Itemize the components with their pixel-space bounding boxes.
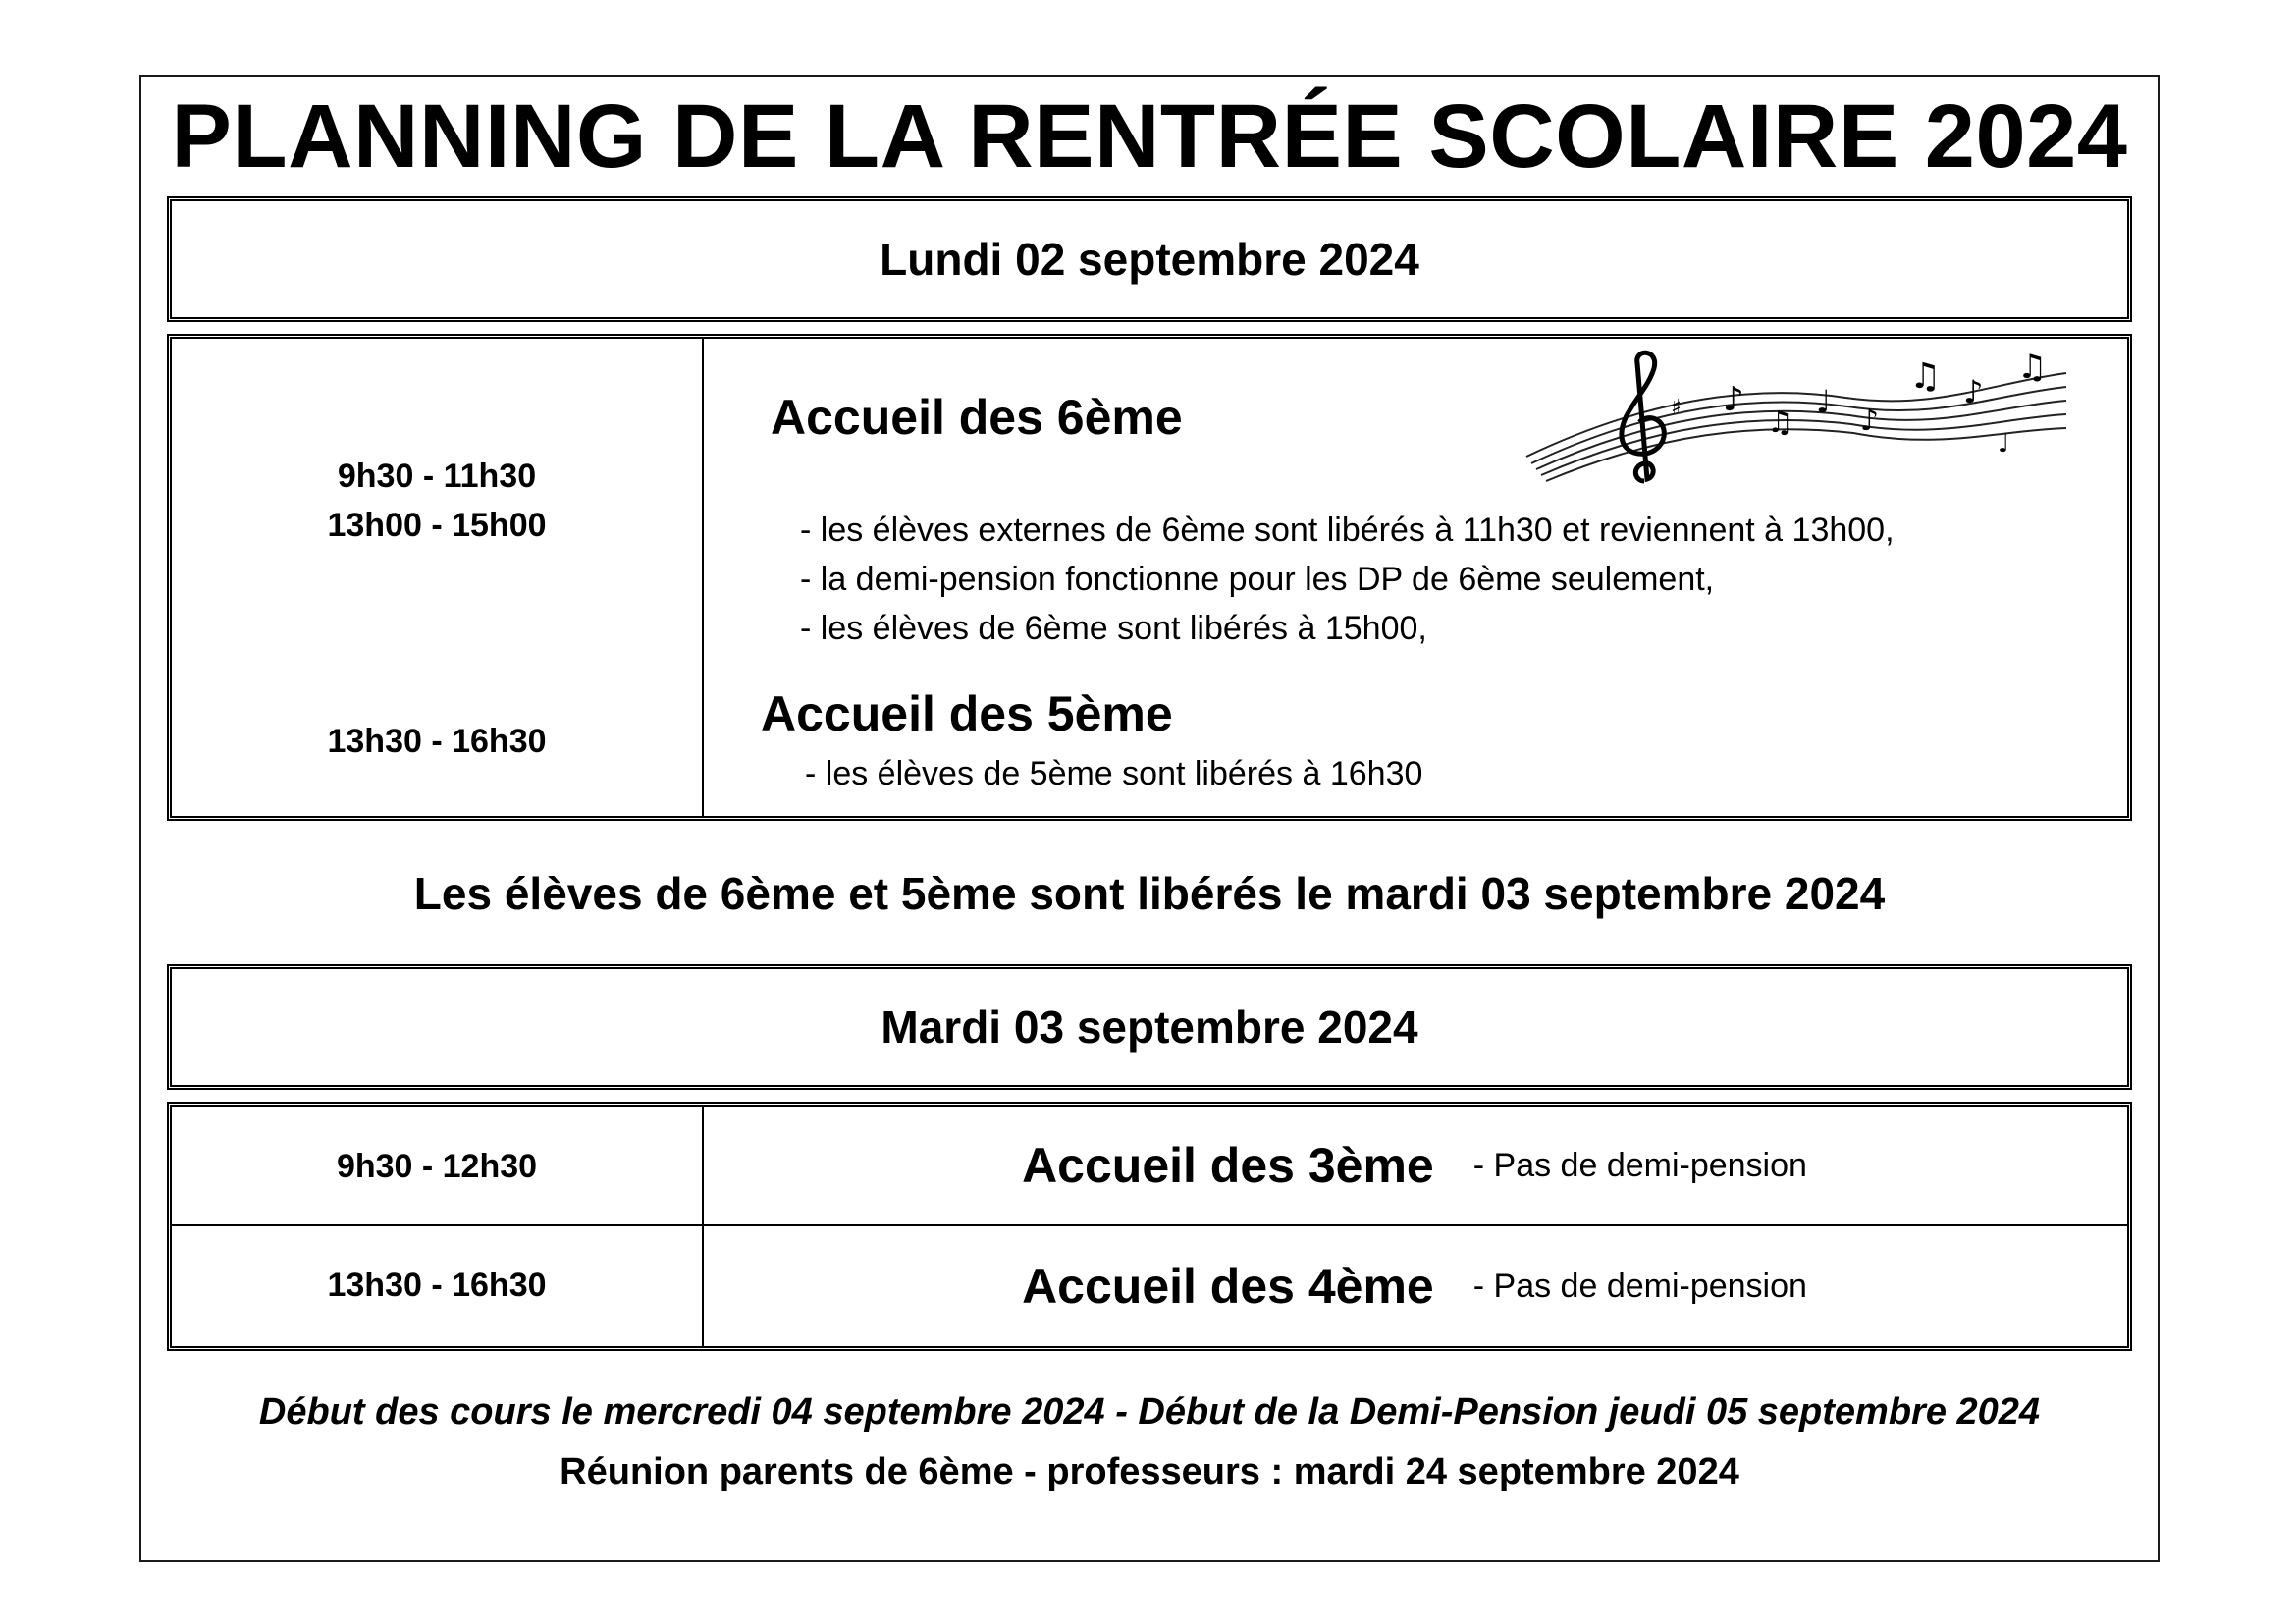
svg-text:♪: ♪ bbox=[1963, 373, 1984, 410]
column-divider bbox=[702, 339, 704, 816]
time-slot-3eme: 9h30 - 12h30 bbox=[336, 1148, 538, 1185]
page-title: PLANNING DE LA RENTRÉE SCOLAIRE 2024 bbox=[171, 86, 2128, 187]
liberation-note: Les élèves de 6ème et 5ème sont libérés le mardi 03 septembre 2024 bbox=[413, 868, 1886, 919]
day2-header-box bbox=[167, 964, 2132, 1090]
accueil-3eme-note: - Pas de demi-pension bbox=[1472, 1146, 1807, 1184]
time-slot-6eme-morning: 9h30 - 11h30 bbox=[337, 458, 537, 495]
bullet-6eme-1: - les élèves externes de 6ème sont libérés à 11h30 et reviennent à 13h00, bbox=[800, 512, 1895, 549]
bullet-5eme-1: - les élèves de 5ème sont libérés à 16h30 bbox=[805, 755, 1423, 792]
accueil-6eme-title: Accueil des 6ème bbox=[771, 390, 1183, 445]
svg-text:♪: ♪ bbox=[1723, 380, 1744, 419]
accueil-4eme-title: Accueil des 4ème bbox=[1022, 1259, 1434, 1314]
day1-heading: Lundi 02 septembre 2024 bbox=[880, 234, 1419, 285]
accueil-4eme-note: - Pas de demi-pension bbox=[1472, 1267, 1807, 1305]
svg-text:♪: ♪ bbox=[1860, 404, 1880, 438]
accueil-3eme-row bbox=[702, 1107, 2127, 1224]
time-slot-5eme: 13h30 - 16h30 bbox=[327, 723, 547, 760]
day1-header-box bbox=[167, 196, 2132, 322]
svg-text:♩: ♩ bbox=[1816, 383, 1832, 420]
time-slot-6eme-afternoon: 13h00 - 15h00 bbox=[327, 507, 547, 544]
footer-meeting: Réunion parents de 6ème - professeurs : mardi 24 septembre 2024 bbox=[560, 1451, 1739, 1492]
svg-text:♫: ♫ bbox=[2017, 348, 2048, 387]
svg-text:♯: ♯ bbox=[1671, 396, 1682, 420]
accueil-3eme-title: Accueil des 3ème bbox=[1022, 1138, 1434, 1193]
day2-heading: Mardi 03 septembre 2024 bbox=[881, 1001, 1418, 1053]
svg-text:♩: ♩ bbox=[1998, 429, 2010, 459]
svg-text:♫: ♫ bbox=[1767, 406, 1793, 440]
time-slot-4eme: 13h30 - 16h30 bbox=[327, 1267, 547, 1304]
bullet-6eme-3: - les élèves de 6ème sont libérés à 15h00, bbox=[800, 610, 1427, 647]
day2-schedule-table bbox=[167, 1102, 2132, 1351]
accueil-5eme-title: Accueil des 5ème bbox=[761, 686, 1173, 741]
footer-start-dates: Début des cours le mercredi 04 septembre 2024 - Début de la Demi-Pension jeudi 05 septembre 2024 bbox=[258, 1391, 2041, 1433]
music-notes-staff-icon bbox=[1522, 344, 2071, 491]
bullet-6eme-2: - la demi-pension fonctionne pour les DP de 6ème seulement, bbox=[800, 561, 1715, 598]
svg-text:♫: ♫ bbox=[1909, 356, 1942, 397]
accueil-4eme-row bbox=[702, 1226, 2127, 1346]
